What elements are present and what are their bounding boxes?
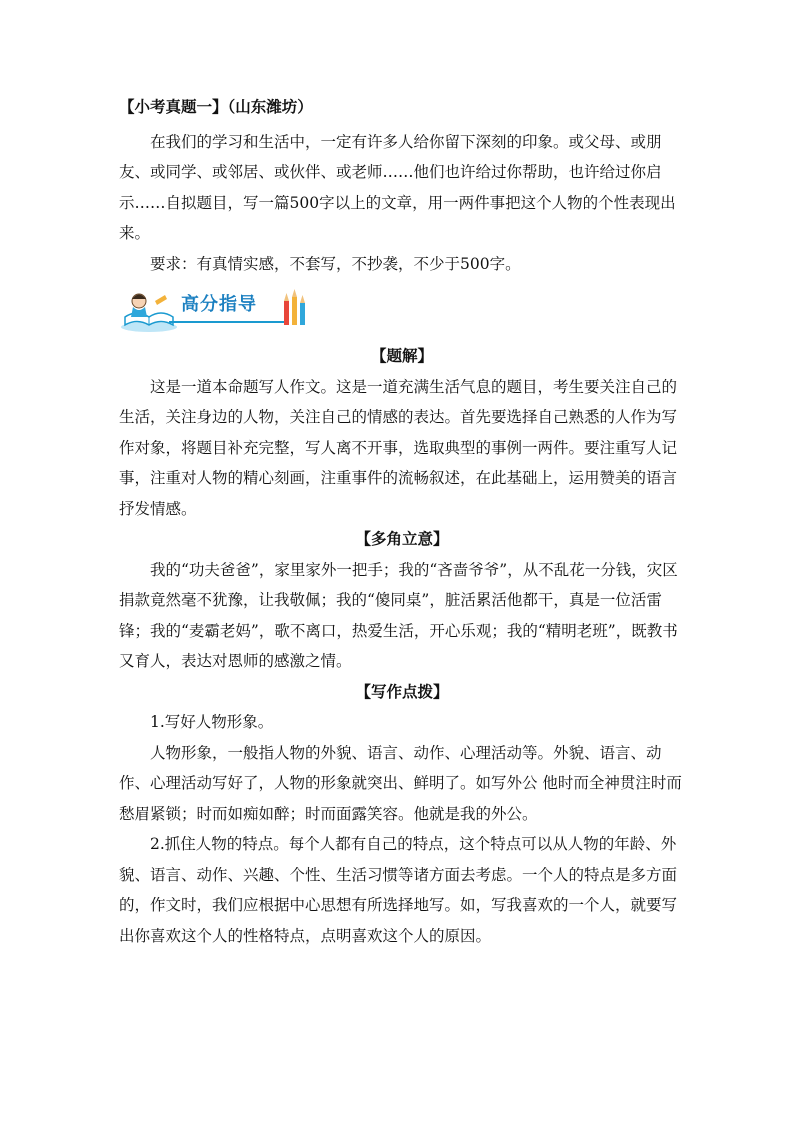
tips-heading: 【写作点拨】 [355,681,449,701]
exam-title: 【小考真题一】（山东潍坊） [119,97,313,116]
tip-1-title: 1.写好人物形象。 [150,713,274,731]
angles-paragraph: 我的“功夫爸爸”，家里家外一把手；我的“吝啬爷爷”，从不乱花一分钱，灾区捐款竟然毫不犹豫，让我敬佩；我的“傻同桌”，脏活累活他都干，真是一位活雷锋；我的“麦霸老妈”，歌不离口，热爱生活，开心乐观；我的“精明老班”，既教书又育人，表达对恩师的感激之情。 [119,560,678,670]
analysis-paragraph: 这是一道本命题写人作文。这是一道充满生活气息的题目，考生要关注自己的生活，关注身边的人物，关注自己的情感的表达。首先要选择自己熟悉的人作为写作对象，将题目补充完整，写人离不开事，选取典型的事例一两件。要注重写人记事，注重对人物的精心刻画，注重事件的流畅叙述，在此基础上，运用赞美的语言抒发情感。 [119,377,678,518]
pencils-icon [281,287,311,327]
guidance-banner [119,285,685,337]
tip-1-body: 人物形象，一般指人物的外貌、语言、动作、心理活动等。外貌、语言、动作、心理活动写好了，人物的形象就突出、鲜明了。如写外公 他时而全神贯注时而愁眉紧锁；时而如痴如醉；时而面露笑容。他就是我的外公。 [119,743,682,823]
tip-2: 2.抓住人物的特点。每个人都有自己的特点，这个特点可以从人物的年龄、外貌、语言、动作、兴趣、个性、生活习惯等诸方面去考虑。一个人的特点是多方面的，作文时，我们应根据中心思想有所选择地写。如，写我喜欢的一个人，就要写出你喜欢这个人的性格特点，点明喜欢这个人的原因。 [119,835,678,945]
document-content [119,92,685,951]
prompt-requirement: 要求：有真情实感，不套写，不抄袭，不少于500字。 [150,254,521,273]
prompt-paragraph: 在我们的学习和生活中，一定有许多人给你留下深刻的印象。或父母、或朋友、或同学、或邻居、或伙伴、或老师……他们也许给过你帮助，也许给过你启示……自拟题目，写一篇500字以上的文章，用一两件事把这个人物的个性表现出来。 [119,132,676,242]
banner-label: 高分指导 [181,294,257,315]
analysis-heading: 【题解】 [370,346,433,365]
angles-heading: 【多角立意】 [355,529,449,548]
